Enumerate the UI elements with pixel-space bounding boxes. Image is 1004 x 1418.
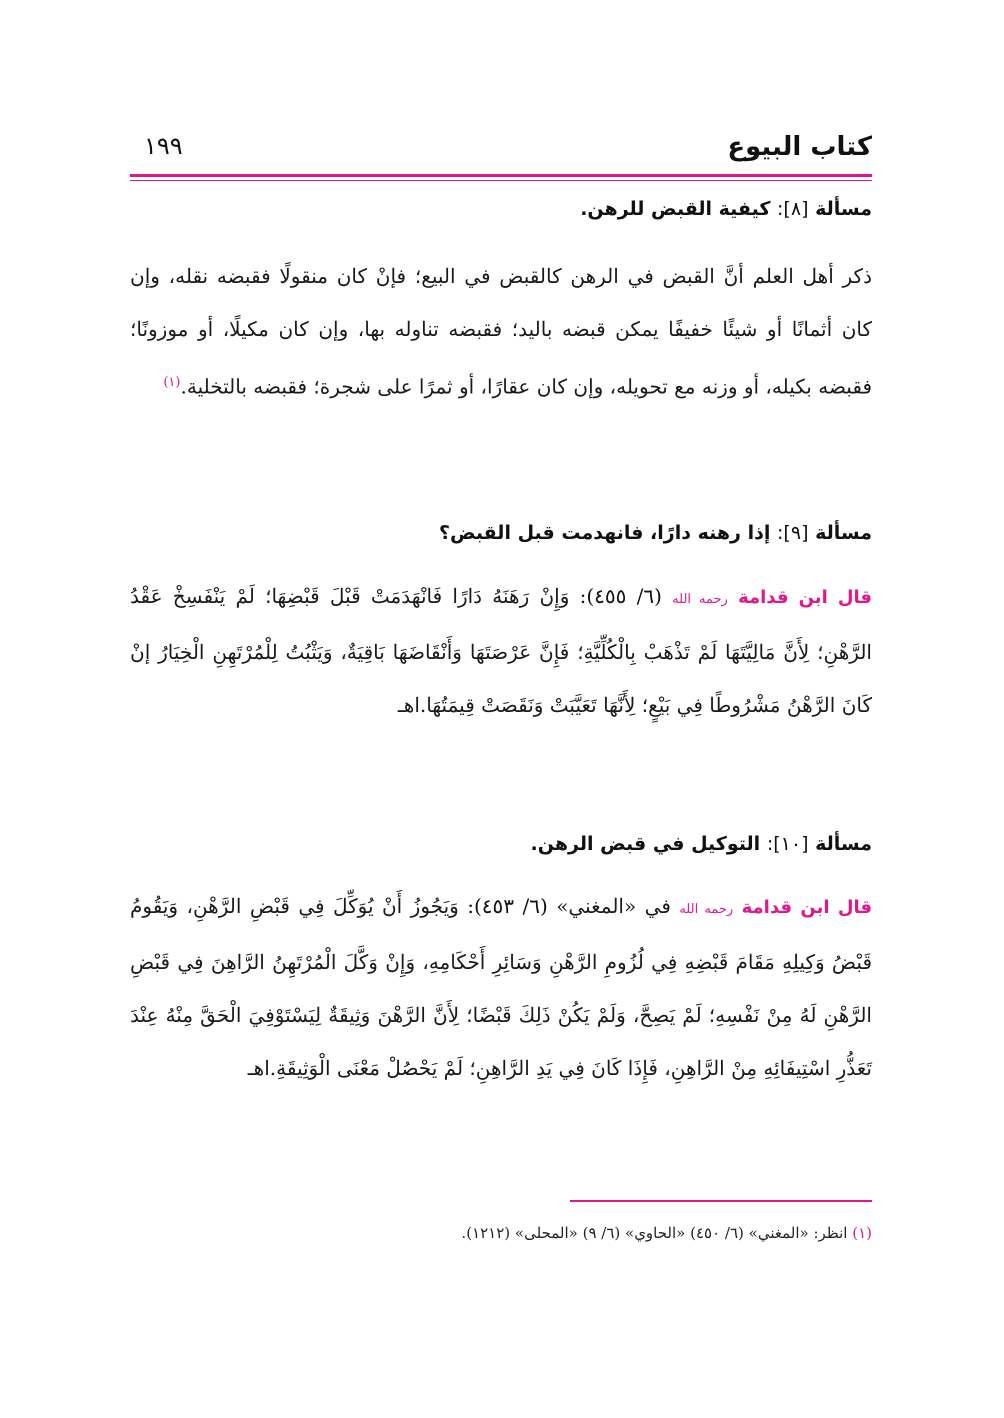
citation: (٦/ ٤٥٣): [467,894,548,918]
heading-number: [٨]: [777,198,809,220]
section-heading-8 [580,198,872,220]
book-title: كتاب البيوع [727,132,872,162]
paragraph-3 [130,880,872,1095]
book-page [130,0,872,1418]
honorific-glyph: رحمه الله [672,592,728,607]
paragraph-1-text: ذكر أهل العلم أنَّ القبض في الرهن كالقبض في البيع؛ فإنْ كان منقولًا فقبضه نقله، وإن كان أثمانًا أو شيئًا خفيفًا يمكن قبضه باليد؛ فقبضه تناوله بها، وإن كان مكيلًا، أو موزونًا؛ فقبضه بكيله، أو وزنه مع تحويله، وإن كان عقارًا، أو ثمرًا على شجرة؛ فقبضه بالتخلية. [130,264,872,399]
quote-author: قال ابن قدامة [741,897,873,918]
footnote-text: انظر: «المغني» (٦/ ٤٥٠) «الحاوي» (٦/ ٩) «المحلى» (١٢١٢). [461,1224,848,1242]
citation: (٦/ ٤٥٥): [579,584,662,608]
quote-author: قال ابن قدامة [738,587,873,608]
page-header [130,128,872,168]
footnote [130,1224,872,1242]
section-heading-10 [531,833,872,855]
heading-title: كيفية القبض للرهن. [580,198,771,220]
page-number: ١٩٩ [144,132,183,160]
heading-prefix: مسألة [815,522,872,544]
heading-prefix: مسألة [815,833,872,855]
header-rule-thick [130,174,872,177]
heading-title: إذا رهنه دارًا، فانهدمت قبل القبض؟ [438,522,771,544]
footnote-rule [570,1200,872,1202]
heading-title: التوكيل في قبض الرهن. [530,833,761,855]
heading-prefix: مسألة [815,198,872,220]
quote-text: وَإِنْ رَهَنَهُ دَارًا فَانْهَدَمَتْ قَبْلَ قَبْضِهَا؛ لَمْ يَنْفَسِخْ عَقْدُ الرَّهْنِ؛ لِأَنَّ مَالِيَّتَهَا لَمْ تَذْهَبْ بِالْكُلِّيَّةِ؛ فَإِنَّ عَرْصَتَهَا وَأَنْقَاضَهَا بَاقِيَةٌ، وَيَثْبُتُ لِلْمُرْتَهِنِ الْخِيَارُ إنْ كَانَ الرَّهْنُ مَشْرُوطًا فِي بَيْعٍ؛ لِأَنَّهَا تَعَيَّبَتْ وَنَقَصَتْ قِيمَتُهَا.اهـ [130,584,872,717]
section-heading-9 [439,522,872,544]
header-rule-thin [130,180,872,181]
honorific-glyph: رحمه الله [679,902,734,917]
paragraph-2 [130,570,872,732]
source-title: في «المغني» [556,894,671,918]
footnote-number: (١) [852,1224,872,1242]
heading-number: [١٠]: [766,833,809,855]
heading-number: [٩]: [777,522,809,544]
paragraph-1 [130,250,872,414]
footnote-marker: (١) [163,375,181,390]
quote-text: وَيَجُوزُ أَنْ يُوَكِّلَ فِي قَبْضِ الرَّهْنِ، وَيَقُومُ قَبْضُ وَكِيلِهِ مَقَامَ قَبْضِهِ فِي لُزُومِ الرَّهْنِ وَسَائِرِ أَحْكَامِهِ، وَإِنْ وَكَّلَ الْمُرْتَهِنُ الرَّاهِنَ فِي قَبْضِ الرَّهْنِ لَهُ مِنْ نَفْسِهِ؛ لَمْ يَصِحَّ، وَلَمْ يَكُنْ ذَلِكَ قَبْضًا؛ لِأَنَّ الرَّهْنَ وَثِيقَةٌ لِيَسْتَوْفِيَ الْحَقَّ مِنْهُ عِنْدَ تَعَذُّرِ اسْتِيفَائِهِ مِنْ الرَّاهِنِ، فَإِذَا كَانَ فِي يَدِ الرَّاهِنِ؛ لَمْ يَحْصُلْ مَعْنَى الْوَثِيقَةِ.اهـ [130,894,873,1080]
